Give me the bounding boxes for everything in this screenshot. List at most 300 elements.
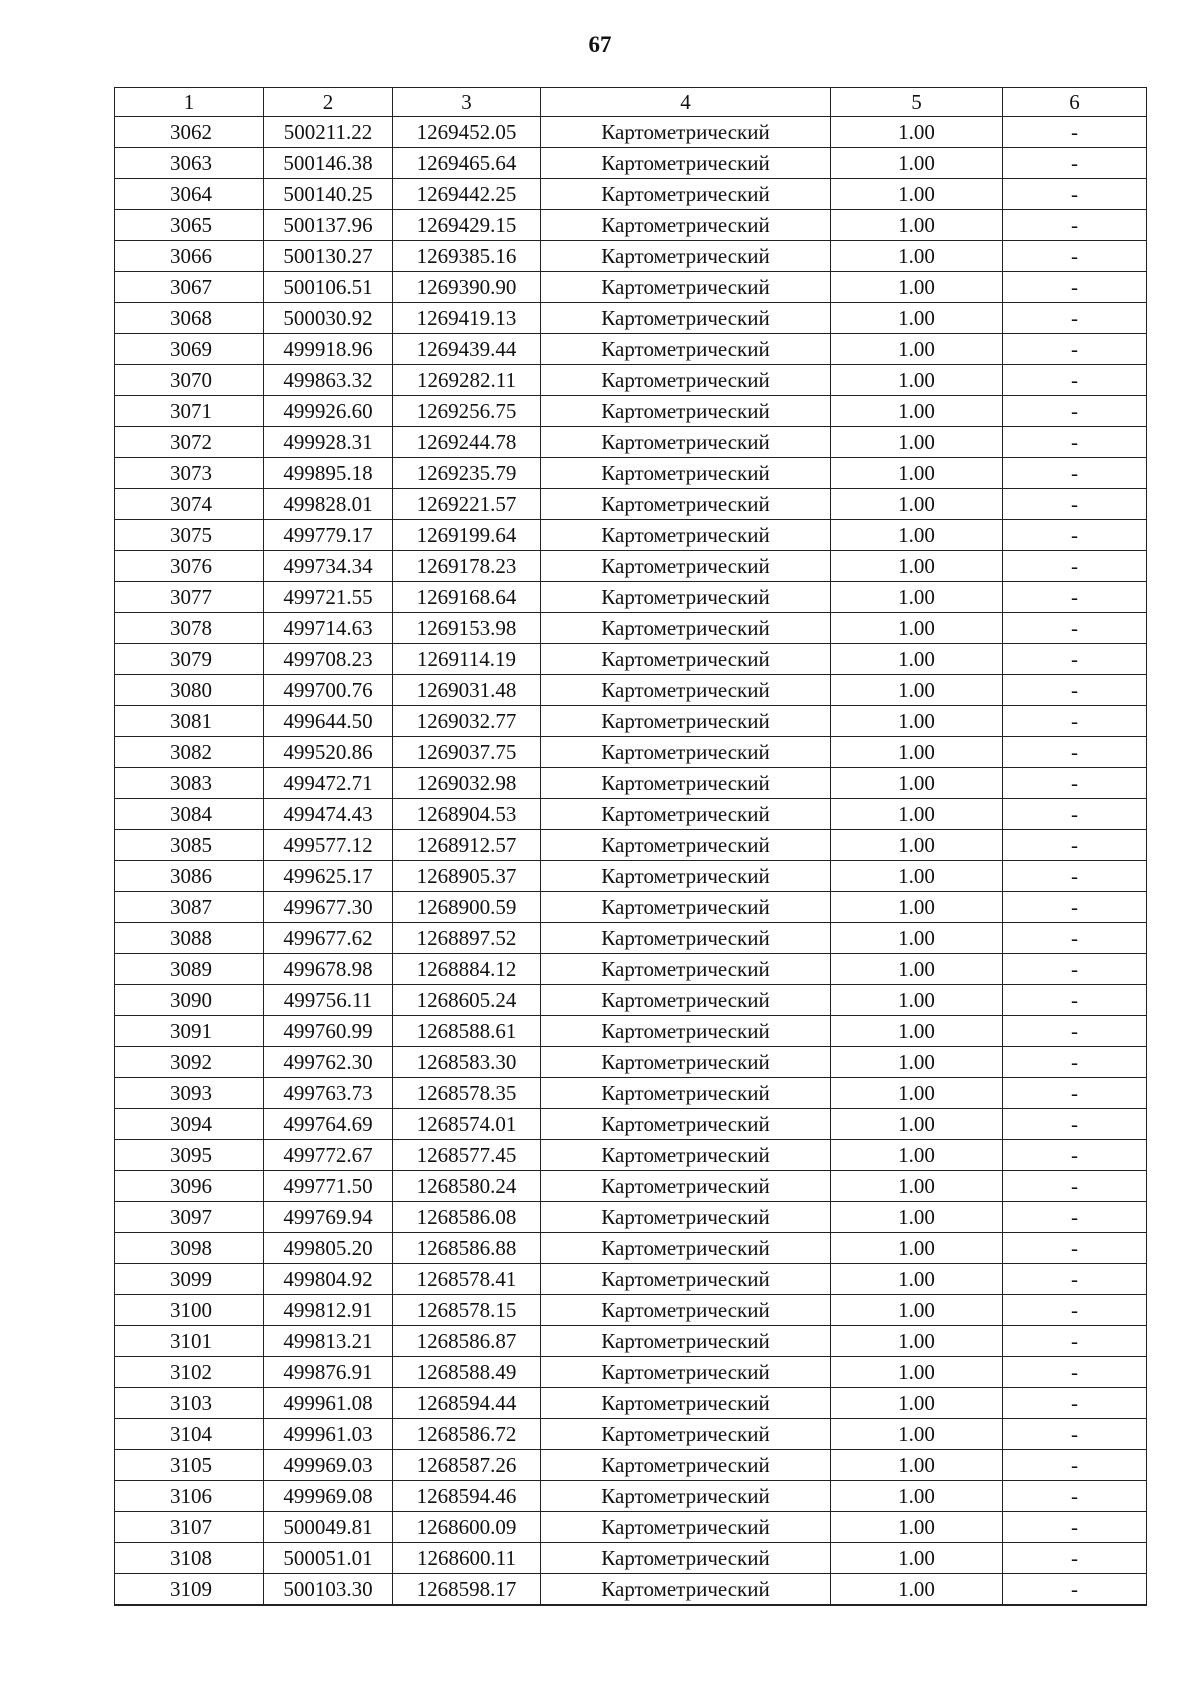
table-row [115,1326,1147,1357]
cell-accuracy: 1.00 [831,892,1003,923]
cell-y-coordinate: 1269032.98 [393,768,541,799]
cell-method: Картометрический [541,303,831,334]
cell-point-number: 3087 [115,892,264,923]
cell-point-number: 3088 [115,923,264,954]
cell-method: Картометрический [541,737,831,768]
cell-y-coordinate: 1268912.57 [393,830,541,861]
header-col-2: 2 [264,88,393,117]
table-header [115,88,1147,117]
cell-note: - [1003,1264,1147,1295]
cell-x-coordinate: 499918.96 [264,334,393,365]
cell-method: Картометрический [541,1326,831,1357]
cell-y-coordinate: 1269031.48 [393,675,541,706]
cell-method: Картометрический [541,241,831,272]
cell-note: - [1003,1388,1147,1419]
cell-method: Картометрический [541,954,831,985]
cell-accuracy: 1.00 [831,1574,1003,1606]
cell-accuracy: 1.00 [831,272,1003,303]
cell-accuracy: 1.00 [831,830,1003,861]
cell-point-number: 3065 [115,210,264,241]
cell-point-number: 3105 [115,1450,264,1481]
cell-y-coordinate: 1268600.09 [393,1512,541,1543]
cell-point-number: 3092 [115,1047,264,1078]
cell-method: Картометрический [541,396,831,427]
cell-y-coordinate: 1269178.23 [393,551,541,582]
cell-point-number: 3095 [115,1140,264,1171]
cell-x-coordinate: 500051.01 [264,1543,393,1574]
cell-x-coordinate: 499625.17 [264,861,393,892]
cell-method: Картометрический [541,644,831,675]
table-row [115,644,1147,675]
cell-y-coordinate: 1269385.16 [393,241,541,272]
cell-accuracy: 1.00 [831,427,1003,458]
cell-note: - [1003,1326,1147,1357]
cell-note: - [1003,1233,1147,1264]
cell-note: - [1003,1357,1147,1388]
cell-note: - [1003,675,1147,706]
cell-x-coordinate: 500137.96 [264,210,393,241]
cell-note: - [1003,551,1147,582]
cell-accuracy: 1.00 [831,489,1003,520]
cell-accuracy: 1.00 [831,1388,1003,1419]
cell-y-coordinate: 1268583.30 [393,1047,541,1078]
table-row [115,334,1147,365]
cell-y-coordinate: 1268578.41 [393,1264,541,1295]
cell-accuracy: 1.00 [831,1047,1003,1078]
table-row [115,1140,1147,1171]
header-row [115,88,1147,117]
cell-note: - [1003,241,1147,272]
cell-note: - [1003,892,1147,923]
table-row [115,458,1147,489]
cell-point-number: 3074 [115,489,264,520]
table-row [115,1450,1147,1481]
cell-x-coordinate: 499928.31 [264,427,393,458]
cell-method: Картометрический [541,1512,831,1543]
cell-point-number: 3109 [115,1574,264,1606]
table-row [115,1016,1147,1047]
table-row [115,799,1147,830]
cell-note: - [1003,644,1147,675]
cell-method: Картометрический [541,799,831,830]
cell-point-number: 3080 [115,675,264,706]
cell-method: Картометрический [541,272,831,303]
cell-x-coordinate: 499895.18 [264,458,393,489]
cell-method: Картометрический [541,551,831,582]
cell-point-number: 3100 [115,1295,264,1326]
cell-point-number: 3082 [115,737,264,768]
cell-method: Картометрический [541,830,831,861]
cell-point-number: 3078 [115,613,264,644]
header-col-1: 1 [115,88,264,117]
cell-x-coordinate: 499969.08 [264,1481,393,1512]
cell-point-number: 3076 [115,551,264,582]
cell-accuracy: 1.00 [831,1202,1003,1233]
cell-y-coordinate: 1268605.24 [393,985,541,1016]
cell-x-coordinate: 500103.30 [264,1574,393,1606]
cell-method: Картометрический [541,923,831,954]
cell-method: Картометрический [541,148,831,179]
cell-point-number: 3066 [115,241,264,272]
cell-point-number: 3089 [115,954,264,985]
cell-point-number: 3081 [115,706,264,737]
cell-point-number: 3075 [115,520,264,551]
cell-x-coordinate: 499763.73 [264,1078,393,1109]
cell-note: - [1003,1543,1147,1574]
cell-accuracy: 1.00 [831,954,1003,985]
cell-note: - [1003,1078,1147,1109]
cell-x-coordinate: 499804.92 [264,1264,393,1295]
table-row [115,1357,1147,1388]
cell-x-coordinate: 499771.50 [264,1171,393,1202]
cell-accuracy: 1.00 [831,1078,1003,1109]
cell-point-number: 3094 [115,1109,264,1140]
cell-y-coordinate: 1268904.53 [393,799,541,830]
table-row [115,551,1147,582]
cell-method: Картометрический [541,706,831,737]
cell-point-number: 3079 [115,644,264,675]
cell-y-coordinate: 1269244.78 [393,427,541,458]
cell-point-number: 3073 [115,458,264,489]
cell-accuracy: 1.00 [831,1016,1003,1047]
cell-point-number: 3093 [115,1078,264,1109]
table-row [115,396,1147,427]
cell-point-number: 3070 [115,365,264,396]
table-row [115,1264,1147,1295]
cell-x-coordinate: 500049.81 [264,1512,393,1543]
table-row [115,1388,1147,1419]
cell-method: Картометрический [541,179,831,210]
cell-y-coordinate: 1269429.15 [393,210,541,241]
cell-y-coordinate: 1268574.01 [393,1109,541,1140]
cell-x-coordinate: 500130.27 [264,241,393,272]
cell-y-coordinate: 1268586.08 [393,1202,541,1233]
cell-point-number: 3077 [115,582,264,613]
cell-point-number: 3083 [115,768,264,799]
cell-accuracy: 1.00 [831,148,1003,179]
cell-method: Картометрический [541,1016,831,1047]
cell-x-coordinate: 499961.08 [264,1388,393,1419]
cell-accuracy: 1.00 [831,303,1003,334]
cell-note: - [1003,1202,1147,1233]
cell-accuracy: 1.00 [831,1109,1003,1140]
table-row [115,1512,1147,1543]
cell-method: Картометрический [541,1109,831,1140]
table-row [115,303,1147,334]
cell-accuracy: 1.00 [831,1140,1003,1171]
cell-note: - [1003,210,1147,241]
table-row [115,210,1147,241]
cell-x-coordinate: 499772.67 [264,1140,393,1171]
table-row [115,706,1147,737]
cell-x-coordinate: 499700.76 [264,675,393,706]
cell-method: Картометрический [541,1357,831,1388]
cell-note: - [1003,1047,1147,1078]
coordinates-table [114,87,1147,1606]
cell-accuracy: 1.00 [831,1264,1003,1295]
table-row [115,768,1147,799]
cell-accuracy: 1.00 [831,1295,1003,1326]
cell-note: - [1003,799,1147,830]
cell-note: - [1003,706,1147,737]
cell-accuracy: 1.00 [831,396,1003,427]
cell-note: - [1003,768,1147,799]
cell-point-number: 3099 [115,1264,264,1295]
cell-point-number: 3069 [115,334,264,365]
cell-point-number: 3062 [115,117,264,148]
cell-x-coordinate: 500211.22 [264,117,393,148]
cell-method: Картометрический [541,861,831,892]
cell-accuracy: 1.00 [831,241,1003,272]
cell-method: Картометрический [541,1047,831,1078]
cell-note: - [1003,117,1147,148]
cell-note: - [1003,303,1147,334]
cell-accuracy: 1.00 [831,458,1003,489]
cell-method: Картометрический [541,675,831,706]
cell-x-coordinate: 499926.60 [264,396,393,427]
cell-y-coordinate: 1269032.77 [393,706,541,737]
cell-x-coordinate: 499644.50 [264,706,393,737]
cell-x-coordinate: 499577.12 [264,830,393,861]
cell-method: Картометрический [541,1450,831,1481]
cell-point-number: 3103 [115,1388,264,1419]
cell-y-coordinate: 1269419.13 [393,303,541,334]
cell-x-coordinate: 500146.38 [264,148,393,179]
cell-x-coordinate: 499760.99 [264,1016,393,1047]
cell-point-number: 3067 [115,272,264,303]
cell-y-coordinate: 1269114.19 [393,644,541,675]
cell-accuracy: 1.00 [831,1326,1003,1357]
cell-y-coordinate: 1268588.49 [393,1357,541,1388]
table-row [115,1109,1147,1140]
cell-method: Картометрический [541,1419,831,1450]
table-row [115,1419,1147,1450]
cell-method: Картометрический [541,1543,831,1574]
cell-y-coordinate: 1268578.15 [393,1295,541,1326]
cell-x-coordinate: 499472.71 [264,768,393,799]
cell-method: Картометрический [541,1481,831,1512]
cell-y-coordinate: 1268897.52 [393,923,541,954]
cell-y-coordinate: 1268600.11 [393,1543,541,1574]
cell-method: Картометрический [541,892,831,923]
cell-note: - [1003,427,1147,458]
table-row [115,520,1147,551]
cell-x-coordinate: 499474.43 [264,799,393,830]
table-row [115,148,1147,179]
cell-x-coordinate: 499708.23 [264,644,393,675]
table-row [115,954,1147,985]
cell-accuracy: 1.00 [831,1419,1003,1450]
cell-method: Картометрический [541,1171,831,1202]
cell-note: - [1003,396,1147,427]
header-col-5: 5 [831,88,1003,117]
cell-accuracy: 1.00 [831,706,1003,737]
cell-y-coordinate: 1268586.72 [393,1419,541,1450]
table-row [115,985,1147,1016]
cell-method: Картометрический [541,489,831,520]
cell-accuracy: 1.00 [831,799,1003,830]
cell-point-number: 3085 [115,830,264,861]
cell-x-coordinate: 499969.03 [264,1450,393,1481]
cell-x-coordinate: 499677.62 [264,923,393,954]
cell-accuracy: 1.00 [831,1450,1003,1481]
cell-y-coordinate: 1268900.59 [393,892,541,923]
cell-y-coordinate: 1268905.37 [393,861,541,892]
cell-y-coordinate: 1268587.26 [393,1450,541,1481]
cell-method: Картометрический [541,365,831,396]
cell-y-coordinate: 1268580.24 [393,1171,541,1202]
cell-point-number: 3068 [115,303,264,334]
cell-y-coordinate: 1269390.90 [393,272,541,303]
cell-method: Картометрический [541,1202,831,1233]
cell-note: - [1003,923,1147,954]
cell-x-coordinate: 499769.94 [264,1202,393,1233]
cell-note: - [1003,272,1147,303]
cell-note: - [1003,365,1147,396]
cell-point-number: 3072 [115,427,264,458]
cell-accuracy: 1.00 [831,365,1003,396]
table-row [115,427,1147,458]
cell-method: Картометрический [541,1264,831,1295]
cell-y-coordinate: 1268594.44 [393,1388,541,1419]
cell-point-number: 3086 [115,861,264,892]
cell-note: - [1003,954,1147,985]
cell-note: - [1003,148,1147,179]
cell-accuracy: 1.00 [831,923,1003,954]
cell-note: - [1003,1016,1147,1047]
cell-x-coordinate: 499812.91 [264,1295,393,1326]
cell-note: - [1003,489,1147,520]
cell-y-coordinate: 1269452.05 [393,117,541,148]
table-row [115,179,1147,210]
cell-point-number: 3097 [115,1202,264,1233]
table-row [115,1202,1147,1233]
cell-x-coordinate: 500140.25 [264,179,393,210]
cell-x-coordinate: 500106.51 [264,272,393,303]
cell-x-coordinate: 499762.30 [264,1047,393,1078]
cell-x-coordinate: 499678.98 [264,954,393,985]
cell-point-number: 3084 [115,799,264,830]
table-row [115,1574,1147,1606]
cell-point-number: 3096 [115,1171,264,1202]
table-row [115,923,1147,954]
cell-accuracy: 1.00 [831,1481,1003,1512]
cell-accuracy: 1.00 [831,1512,1003,1543]
page-number: 67 [588,32,612,57]
cell-note: - [1003,334,1147,365]
cell-y-coordinate: 1268598.17 [393,1574,541,1606]
cell-note: - [1003,1419,1147,1450]
header-col-3: 3 [393,88,541,117]
cell-note: - [1003,582,1147,613]
cell-accuracy: 1.00 [831,737,1003,768]
cell-y-coordinate: 1268588.61 [393,1016,541,1047]
cell-accuracy: 1.00 [831,1233,1003,1264]
cell-method: Картометрический [541,1078,831,1109]
table-row [115,272,1147,303]
table-body [115,117,1147,1606]
table-row [115,861,1147,892]
table-row [115,582,1147,613]
table-row [115,1543,1147,1574]
cell-note: - [1003,179,1147,210]
cell-method: Картометрический [541,613,831,644]
cell-note: - [1003,1171,1147,1202]
cell-y-coordinate: 1268586.87 [393,1326,541,1357]
cell-point-number: 3106 [115,1481,264,1512]
cell-x-coordinate: 499961.03 [264,1419,393,1450]
cell-x-coordinate: 499734.34 [264,551,393,582]
table-row [115,1078,1147,1109]
header-col-4: 4 [541,88,831,117]
table-row [115,1233,1147,1264]
cell-note: - [1003,737,1147,768]
cell-note: - [1003,1481,1147,1512]
cell-y-coordinate: 1269153.98 [393,613,541,644]
cell-note: - [1003,1450,1147,1481]
cell-accuracy: 1.00 [831,768,1003,799]
cell-accuracy: 1.00 [831,675,1003,706]
cell-point-number: 3108 [115,1543,264,1574]
cell-note: - [1003,1512,1147,1543]
cell-point-number: 3063 [115,148,264,179]
cell-method: Картометрический [541,210,831,241]
cell-note: - [1003,458,1147,489]
cell-method: Картометрический [541,1140,831,1171]
cell-method: Картометрический [541,1233,831,1264]
cell-x-coordinate: 499813.21 [264,1326,393,1357]
cell-method: Картометрический [541,582,831,613]
cell-point-number: 3091 [115,1016,264,1047]
cell-y-coordinate: 1268577.45 [393,1140,541,1171]
cell-y-coordinate: 1269235.79 [393,458,541,489]
cell-x-coordinate: 500030.92 [264,303,393,334]
cell-point-number: 3064 [115,179,264,210]
cell-accuracy: 1.00 [831,1171,1003,1202]
cell-y-coordinate: 1268578.35 [393,1078,541,1109]
cell-note: - [1003,1295,1147,1326]
table-row [115,613,1147,644]
cell-point-number: 3071 [115,396,264,427]
cell-y-coordinate: 1269282.11 [393,365,541,396]
cell-method: Картометрический [541,985,831,1016]
cell-x-coordinate: 499520.86 [264,737,393,768]
cell-accuracy: 1.00 [831,520,1003,551]
cell-x-coordinate: 499714.63 [264,613,393,644]
cell-note: - [1003,985,1147,1016]
cell-accuracy: 1.00 [831,613,1003,644]
cell-y-coordinate: 1268586.88 [393,1233,541,1264]
cell-x-coordinate: 499764.69 [264,1109,393,1140]
cell-note: - [1003,1109,1147,1140]
table-row [115,365,1147,396]
table-row [115,117,1147,148]
table-row [115,1481,1147,1512]
cell-accuracy: 1.00 [831,551,1003,582]
cell-note: - [1003,1140,1147,1171]
cell-y-coordinate: 1268884.12 [393,954,541,985]
table-row [115,1171,1147,1202]
cell-method: Картометрический [541,1388,831,1419]
cell-method: Картометрический [541,458,831,489]
cell-method: Картометрический [541,427,831,458]
cell-method: Картометрический [541,1295,831,1326]
cell-x-coordinate: 499863.32 [264,365,393,396]
cell-y-coordinate: 1269256.75 [393,396,541,427]
cell-note: - [1003,520,1147,551]
cell-point-number: 3090 [115,985,264,1016]
cell-accuracy: 1.00 [831,985,1003,1016]
